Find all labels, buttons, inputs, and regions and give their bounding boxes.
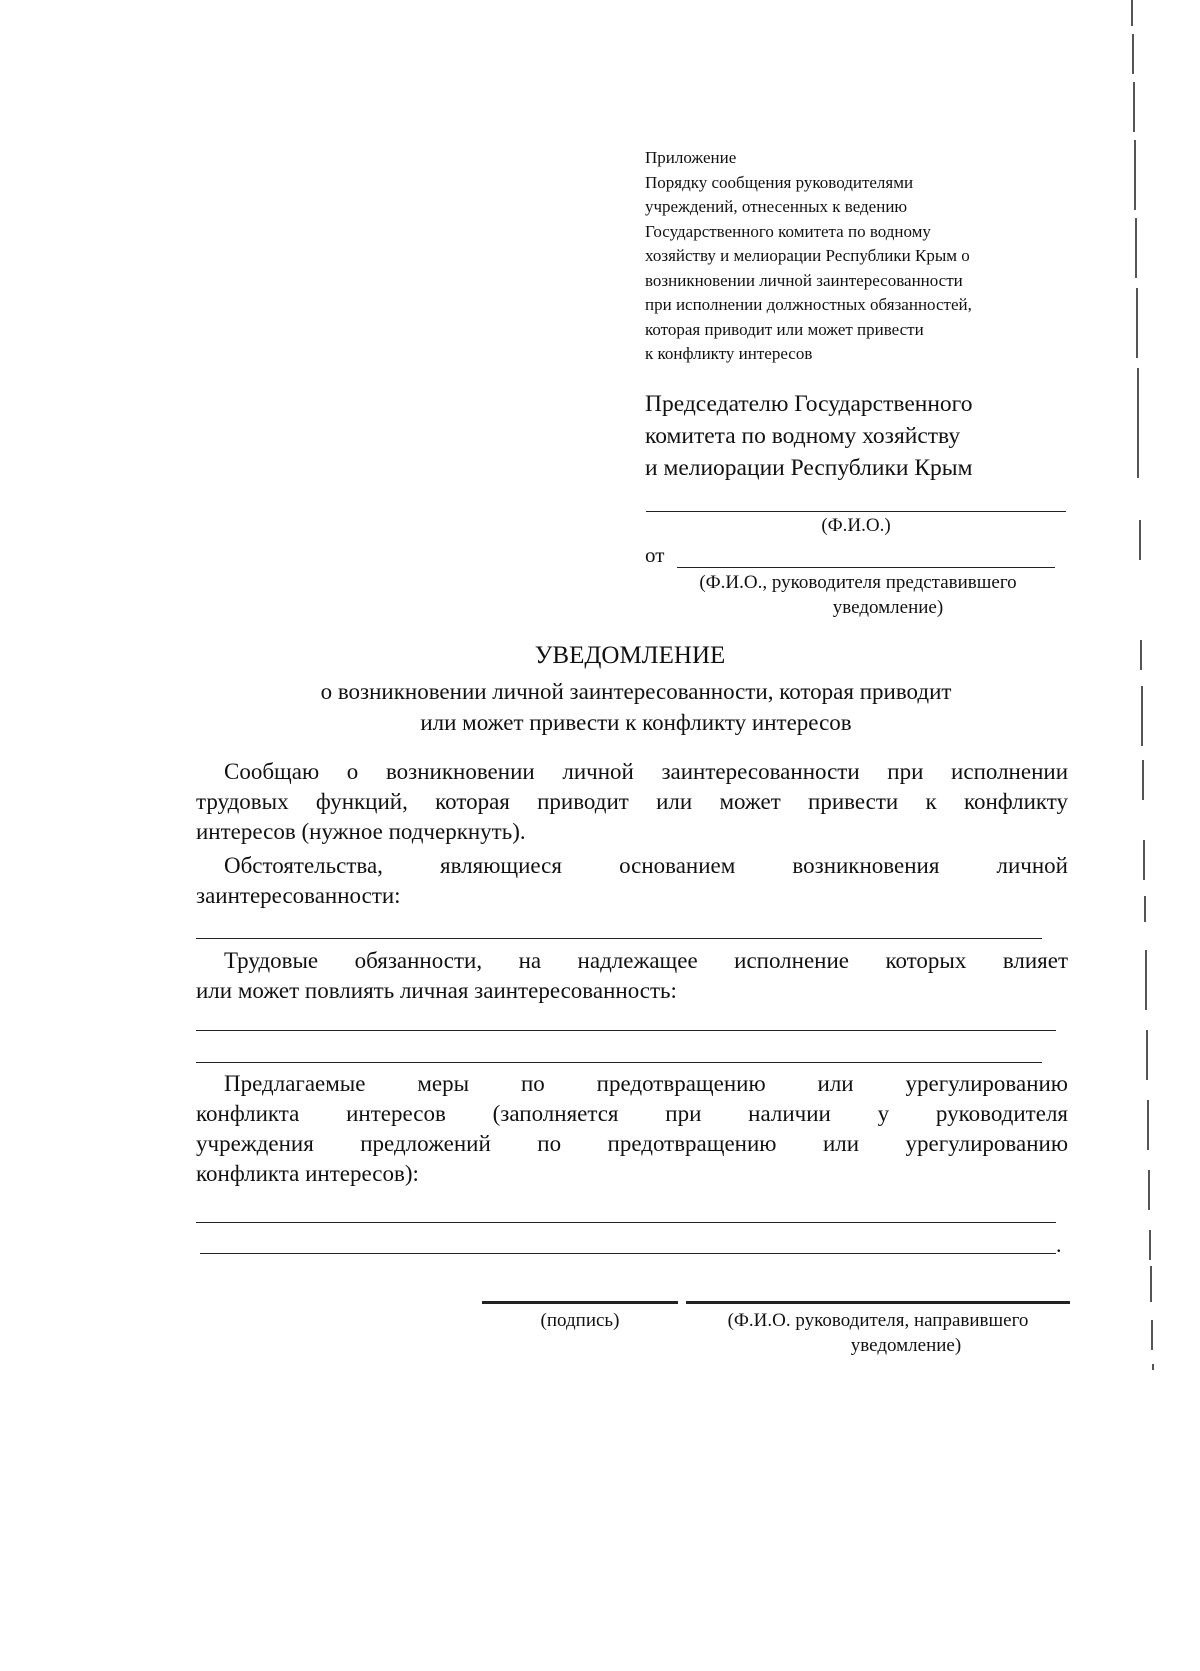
paragraph-line: интересов (нужное подчеркнуть). <box>196 819 526 844</box>
paragraph-line: конфликта интересов): <box>196 1161 419 1186</box>
appendix-line: к конфликту интересов <box>645 344 813 363</box>
appendix-line: возникновении личной заинтересованности <box>645 270 963 290</box>
appendix-line: Порядку сообщения руководителями <box>645 172 914 192</box>
addressee-line: и мелиорации Республики Крым <box>645 455 973 481</box>
document-title: УВЕДОМЛЕНИЕ <box>534 642 726 669</box>
paragraph-line: Предлагаемые меры по предотвращению или урегулированию <box>224 1071 1068 1096</box>
signer-caption-line: (Ф.И.О. руководителя, направившего <box>727 1310 1029 1331</box>
paragraph-line: Обстоятельства, являющиеся основанием возникновения личной <box>224 853 1068 878</box>
signature-caption: (подпись) <box>540 1310 620 1331</box>
from-caption-line: уведомление) <box>832 597 944 618</box>
paragraph-line: Трудовые обязанности, на надлежащее исполнение которых влияет <box>224 948 1068 973</box>
paragraph-circumstances <box>196 851 1068 911</box>
subtitle-line: о возникновении личной заинтересованности, которая приводит <box>320 679 952 704</box>
measures-fill-line-1 <box>196 1222 1056 1223</box>
measures-fill-line-2 <box>200 1253 1056 1254</box>
signer-caption-line: уведомление) <box>850 1335 962 1356</box>
appendix-line: Приложение <box>645 148 737 167</box>
addressee-block <box>645 388 1075 484</box>
circumstances-fill-line <box>196 938 1042 939</box>
signer-name-caption <box>686 1308 1070 1358</box>
subtitle-line: или может привести к конфликту интересов <box>420 710 852 735</box>
addressee-line: Председателю Государственного <box>645 391 973 417</box>
paragraph-line: учреждения предложений по предотвращению или урегулированию <box>196 1131 1068 1156</box>
paragraph-line: или может повлиять личная заинтересованность: <box>196 978 677 1003</box>
from-label: от <box>645 543 665 567</box>
signer-name-line <box>686 1301 1070 1304</box>
paragraph-message <box>196 757 1068 847</box>
paragraph-line: конфликта интересов (заполняется при наличии у руководителя <box>196 1101 1068 1126</box>
from-caption <box>652 570 1064 620</box>
addressee-fio-line <box>646 511 1066 512</box>
duties-fill-line-2 <box>196 1062 1042 1063</box>
appendix-line: хозяйству и мелиорации Республики Крым о <box>645 246 970 265</box>
signature-line <box>482 1301 678 1304</box>
duties-fill-line-1 <box>196 1030 1056 1031</box>
from-caption-line: (Ф.И.О., руководителя представившего <box>699 572 1017 593</box>
appendix-line: Государственного комитета по водному <box>645 221 931 241</box>
appendix-line: которая приводит или может привести <box>645 319 924 339</box>
addressee-fio-caption: (Ф.И.О.) <box>821 515 891 536</box>
measures-period: . <box>1056 1232 1062 1257</box>
paragraph-line: Сообщаю о возникновении личной заинтересованности при исполнении <box>224 759 1068 784</box>
document-subtitle <box>196 676 1076 738</box>
appendix-line: учреждений, отнесенных к ведению <box>645 197 908 216</box>
appendix-line: при исполнении должностных обязанностей, <box>645 295 972 314</box>
paragraph-measures <box>196 1069 1068 1189</box>
addressee-line: комитета по водному хозяйству <box>645 423 961 449</box>
paragraph-duties <box>196 946 1068 1006</box>
from-fio-line <box>677 567 1055 568</box>
paragraph-line: трудовых функций, которая приводит или может привести к конфликту <box>196 789 1068 814</box>
paragraph-line: заинтересованности: <box>196 883 401 908</box>
appendix-block <box>645 146 1075 367</box>
